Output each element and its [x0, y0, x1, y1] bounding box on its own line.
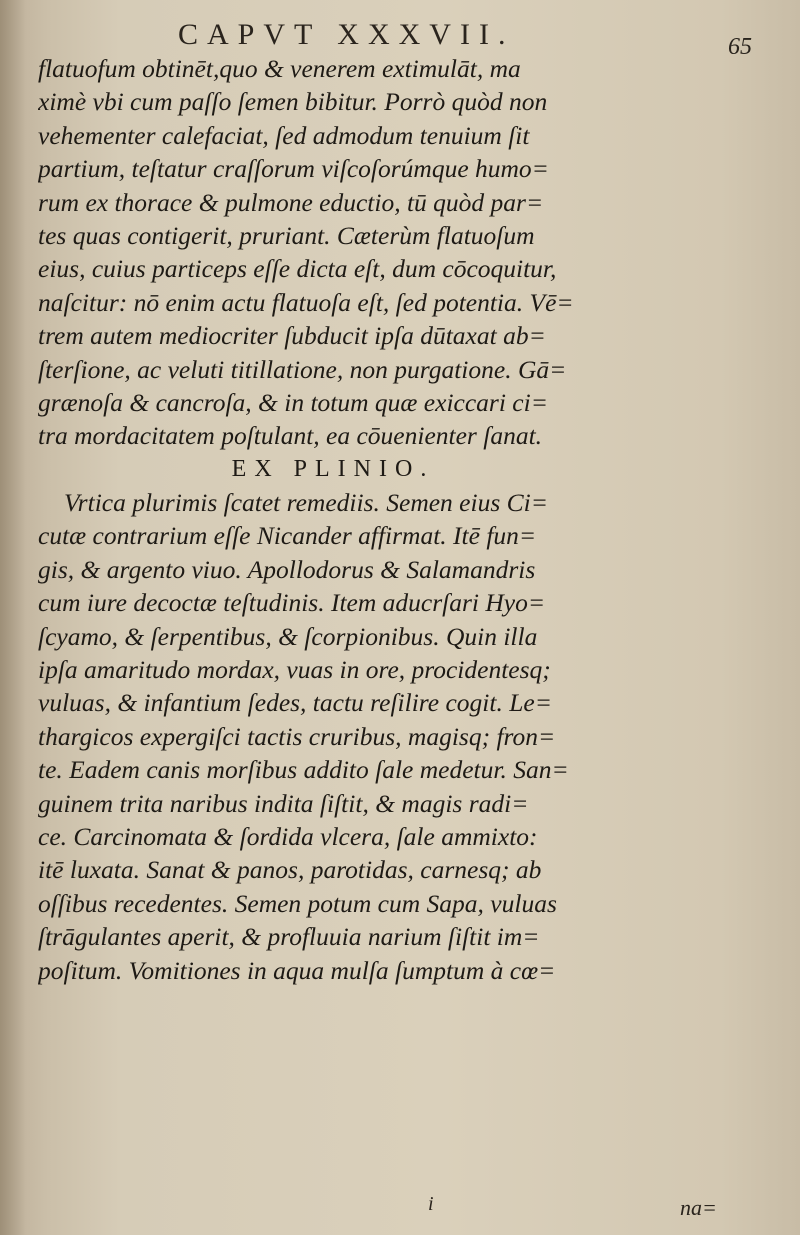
- text-line: vuluas, & infantium ſedes, tactu reſilire cogit. Le=: [38, 688, 552, 718]
- text-line: oſſibus recedentes. Semen potum cum Sapa, vuluas: [38, 888, 557, 918]
- text-line: cutæ contrarium eſſe Nicander affirmat. Itē fun=: [38, 521, 537, 551]
- text-line: vehementer calefaciat, ſed admodum tenuium ſit: [38, 120, 530, 150]
- text-line: eius, cuius particeps eſſe dicta eſt, dum cōcoquitur,: [38, 254, 557, 284]
- text-line: tra mordacitatem poſtulant, ea cōuenienter ſanat.: [38, 421, 543, 451]
- text-line: te. Eadem canis morſibus addito ſale medetur. San=: [38, 755, 569, 785]
- text-line: grænoſa & cancroſa, & in totum quæ exiccari ci=: [38, 387, 548, 417]
- body-text: [38, 52, 778, 987]
- text-line: cum iure decoctæ teſtudinis. Item aducrſari Hyo=: [38, 588, 546, 618]
- page-header: [0, 14, 800, 60]
- text-line: thargicos expergiſci tactis cruribus, magisq; fron=: [38, 721, 556, 751]
- text-line: trem autem mediocriter ſubducit ipſa dūtaxat ab=: [38, 321, 546, 351]
- text-line: ſcyamo, & ſerpentibus, & ſcorpionibus. Quin illa: [38, 621, 538, 651]
- text-line: itē luxata. Sanat & panos, parotidas, carnesq; ab: [38, 855, 542, 885]
- section-heading: EX PLINIO.: [231, 455, 435, 482]
- text-line: ſtrāgulantes aperit, & profluuia narium ſiſtit im=: [38, 922, 540, 952]
- page-footer: [0, 1193, 800, 1223]
- text-line: guinem trita naribus indita ſiſtit, & magis radi=: [38, 788, 529, 818]
- text-line: poſitum. Vomitiones in aqua mulſa ſumptum à cœ=: [38, 955, 556, 985]
- text-line: ximè vbi cum paſſo ſemen bibitur. Porrò quòd non: [38, 87, 548, 117]
- text-line: gis, & argento viuo. Apollodorus & Salamandris: [38, 554, 536, 584]
- text-line: tes quas contigerit, pruriant. Cæterùm flatuoſum: [38, 220, 535, 250]
- text-line: rum ex thorace & pulmone eductio, tū quòd par=: [38, 187, 544, 217]
- running-head: CAPVT XXXVII.: [178, 18, 515, 51]
- text-line: Vrtica plurimis ſcatet remediis. Semen eius Ci=: [64, 488, 548, 518]
- text-line: flatuofum obtinēt,quo & venerem extimulāt, ma: [38, 54, 521, 83]
- page-number: 65: [728, 34, 752, 60]
- text-line: ſterſione, ac veluti titillatione, non purgatione. Gā=: [38, 354, 567, 384]
- text-line: ce. Carcinomata & ſordida vlcera, ſale ammixto:: [38, 821, 538, 851]
- text-line: partium, teſtatur craſſorum viſcoſorúmque humo=: [38, 154, 549, 184]
- text-line: ipſa amaritudo mordax, vuas in ore, procidentesq;: [38, 655, 551, 685]
- text-line: naſcitur: nō enim actu flatuoſa eſt, ſed potentia. Vē=: [38, 287, 574, 317]
- catchword: na=: [680, 1195, 717, 1220]
- signature-mark: i: [428, 1193, 434, 1215]
